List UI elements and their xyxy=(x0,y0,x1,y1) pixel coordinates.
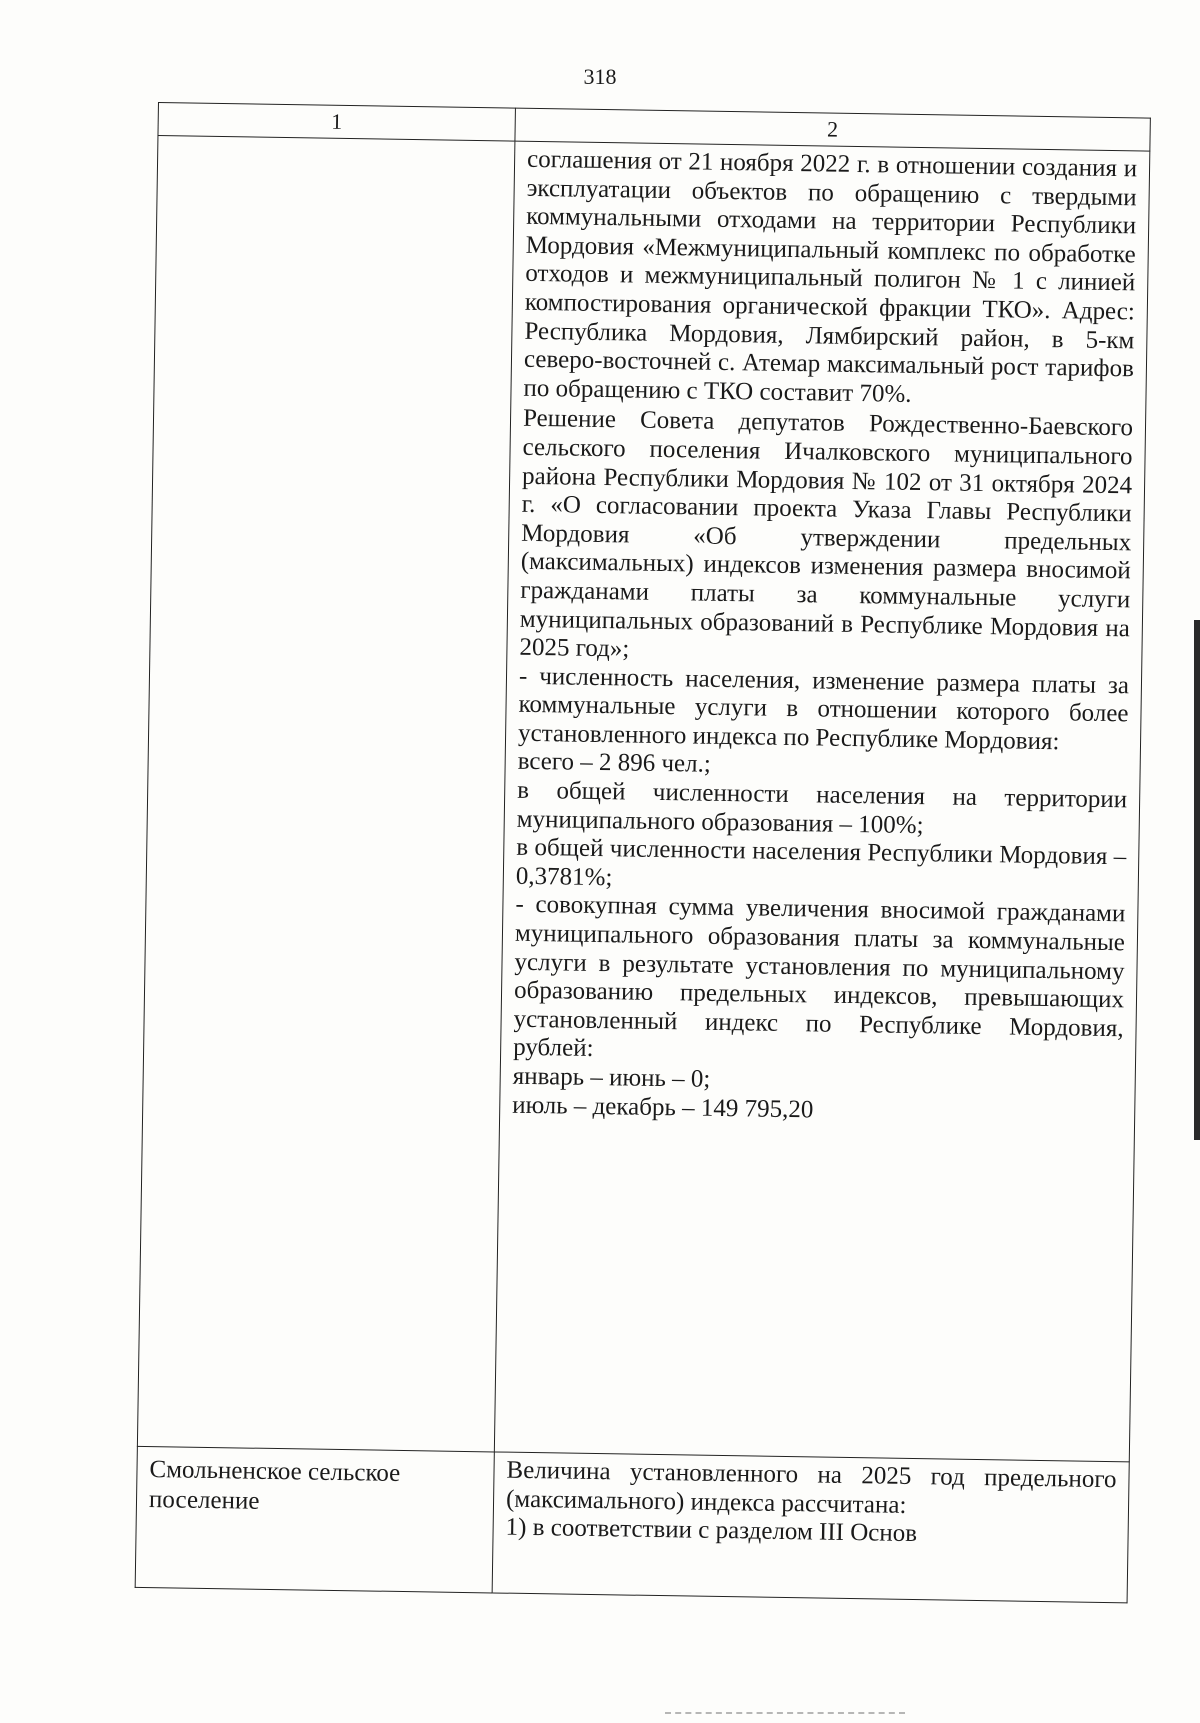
row2-label: Смольненское сельское поселение xyxy=(148,1456,401,1515)
column-header-1: 1 xyxy=(158,103,515,142)
paragraph: в общей численности населения Республики Мордовия – 0,3781%; xyxy=(515,833,1127,892)
table-row xyxy=(135,1446,1129,1603)
paragraph: соглашения от 21 ноября 2022 г. в отношении создания и эксплуатации объектов по обращению с твердыми коммунальными отходами на территории Республики Мордовия «Межмуниципальный комплекс по обработке отходов и межмуниципальный полигон № 1 с линией компостирования органической фракции ТКО». Адрес: Республика Мордовия, Лямбирский район, в 5-км северо-восточней с. Атемар максимальный рост тарифов по обращению с ТКО составит 70%. xyxy=(523,145,1138,408)
row2-content xyxy=(493,1452,1128,1556)
paragraph: - численность населения, изменение размера платы за коммунальные услуги в отношении которого более установленного индекса по Республике Мордовия: xyxy=(517,662,1130,756)
page-number: 318 xyxy=(583,64,617,89)
scan-edge-shadow xyxy=(1194,620,1200,1140)
paragraph: Величина установленного на 2025 год предельного (максимального) индекса рассчитана: xyxy=(505,1456,1117,1519)
row2-content-cell xyxy=(492,1452,1129,1603)
column-header-2: 2 xyxy=(515,108,1150,151)
paragraph: Решение Совета депутатов Рождественно-Баевского сельского поселения Ичалковского муниципального района Республики Мордовия № 102 от 31 октября 2024 г. «О согласовании проекта Указа Главы Республики Мордовия «Об утверждении предельных (максимальных) индексов изменения размера вносимой гражданами платы за коммунальные услуги муниципальных образований в Республике Мордовия на 2025 год»; xyxy=(519,405,1134,663)
paragraph: 1) в соответствии с разделом III Основ xyxy=(505,1513,918,1548)
paragraph: - совокупная сумма увеличения вносимой гражданами муниципального образования платы за коммунальные услуги в результате установления по муниципальному образованию предельных индексов, превышающих установленный индекс по Республике Мордовия, рублей: xyxy=(512,891,1126,1063)
row1-content-cell xyxy=(494,141,1150,1462)
table-row xyxy=(137,136,1149,1462)
paragraph: в общей численности населения на территории муниципального образования – 100%; xyxy=(516,776,1128,839)
row2-label-cell xyxy=(135,1446,494,1593)
document-table xyxy=(135,102,1151,1603)
scan-bottom-mark xyxy=(665,1712,905,1718)
paragraph: всего – 2 896 чел.; xyxy=(517,748,712,779)
paragraph: январь – июнь – 0; xyxy=(512,1062,711,1093)
paragraph: июль – декабрь – 149 795,20 xyxy=(512,1091,814,1124)
row1-label-cell xyxy=(137,136,515,1452)
row1-content xyxy=(500,142,1149,1134)
